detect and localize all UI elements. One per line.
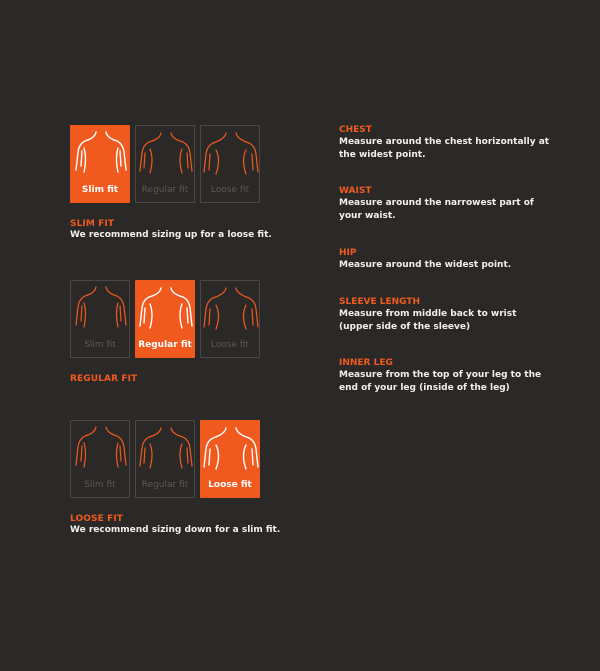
body-slim-icon — [71, 126, 131, 186]
measure-hip — [339, 248, 559, 272]
measure-chest — [339, 125, 559, 162]
measure-waist — [339, 186, 559, 223]
body-regular-icon — [136, 421, 196, 481]
body-loose-icon — [201, 281, 261, 341]
fit-description: We recommend sizing up for a loose fit. — [70, 230, 272, 240]
fit-description: We recommend sizing down for a slim fit. — [70, 525, 281, 535]
fit-selector — [70, 280, 260, 358]
fit-group-regular — [70, 280, 260, 384]
slim-fit-card[interactable] — [70, 125, 130, 203]
measure-description: Measure around the widest point. — [339, 260, 512, 270]
regular-fit-card[interactable] — [135, 420, 195, 498]
fit-title: LOOSE FIT — [70, 514, 124, 524]
body-loose-icon — [201, 421, 261, 481]
measure-description: Measure from middle back to wrist (upper side of the sleeve) — [339, 309, 517, 332]
measure-title: WAIST — [339, 186, 372, 196]
fit-selector — [70, 420, 280, 498]
measure-title: HIP — [339, 248, 357, 258]
loose-fit-label: Loose fit — [210, 185, 250, 195]
regular-fit-label: Regular fit — [138, 340, 192, 350]
slim-fit-card[interactable] — [70, 420, 130, 498]
measure-description: Measure around the chest horizontally at the widest point. — [339, 137, 550, 160]
body-slim-icon — [71, 281, 131, 341]
regular-fit-card[interactable] — [135, 280, 195, 358]
slim-fit-label: Slim fit — [81, 185, 119, 195]
fit-group-slim — [70, 125, 272, 240]
measure-title: SLEEVE LENGTH — [339, 297, 421, 307]
fit-title: REGULAR FIT — [70, 374, 138, 384]
measure-description: Measure from the top of your leg to the end of your leg (inside of the leg) — [339, 370, 542, 393]
measure-sleeve-length — [339, 297, 559, 334]
loose-fit-label: Loose fit — [210, 340, 250, 350]
fit-title: SLIM FIT — [70, 219, 115, 229]
loose-fit-card[interactable] — [200, 420, 260, 498]
regular-fit-label: Regular fit — [141, 185, 189, 195]
loose-fit-label: Loose fit — [208, 480, 252, 490]
measure-title: CHEST — [339, 125, 372, 135]
measure-title: INNER LEG — [339, 358, 393, 368]
slim-fit-card[interactable] — [70, 280, 130, 358]
slim-fit-label: Slim fit — [84, 480, 116, 490]
measure-inner-leg — [339, 358, 559, 395]
body-regular-icon — [136, 126, 196, 186]
body-slim-icon — [71, 421, 131, 481]
fit-selector — [70, 125, 272, 203]
loose-fit-card[interactable] — [200, 280, 260, 358]
body-loose-icon — [201, 126, 261, 186]
slim-fit-label: Slim fit — [84, 340, 116, 350]
fit-group-loose — [70, 420, 280, 535]
regular-fit-card[interactable] — [135, 125, 195, 203]
measure-description: Measure around the narrowest part of your waist. — [339, 198, 534, 221]
loose-fit-card[interactable] — [200, 125, 260, 203]
body-regular-icon — [136, 281, 196, 341]
regular-fit-label: Regular fit — [141, 480, 189, 490]
